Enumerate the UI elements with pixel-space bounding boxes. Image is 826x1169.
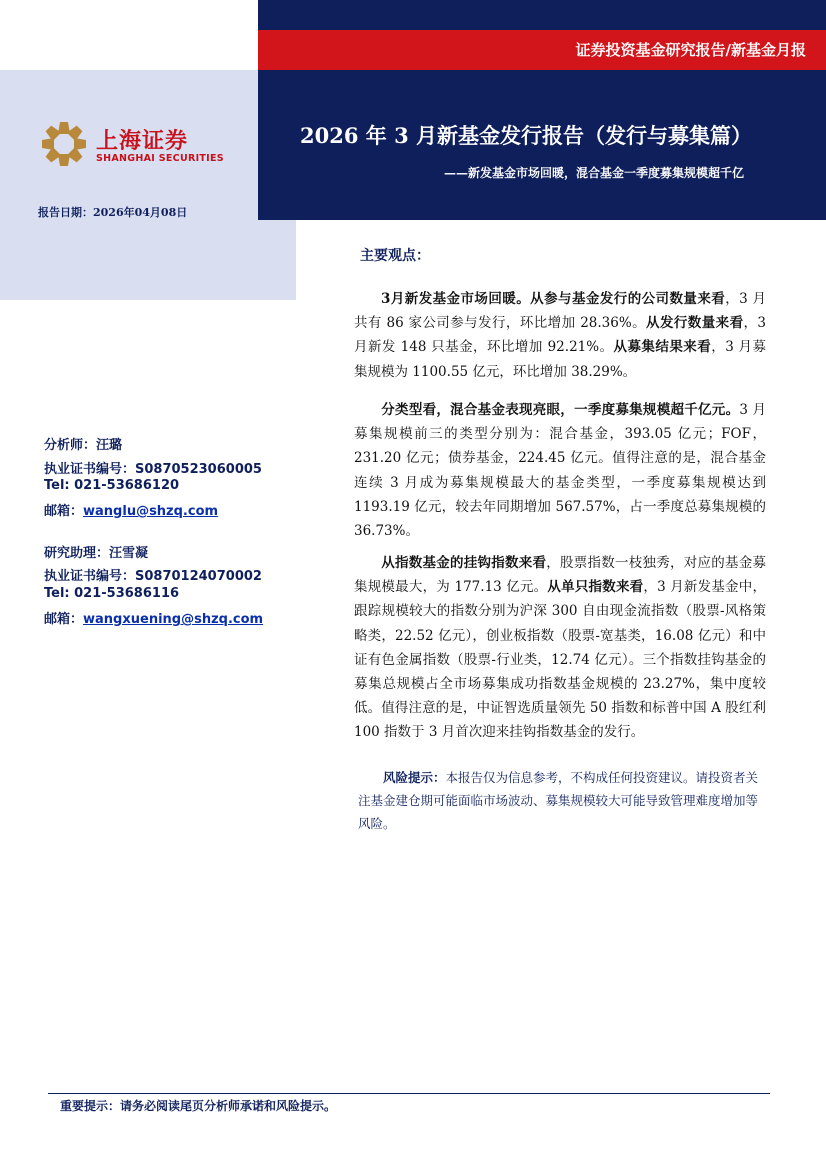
- header-top-stripe: [258, 0, 826, 30]
- p3-bold-1: 从指数基金的挂钩指数来看: [381, 555, 547, 571]
- email-label: 邮箱：: [44, 612, 84, 627]
- p1-bold-2: 从发行数量来看: [646, 315, 744, 332]
- risk-label: 风险提示：: [383, 770, 446, 785]
- p3-text-1: ，股票指数一枝独秀，对应的基金募集规模最大，为 177.13 亿元。: [354, 555, 766, 596]
- p1-text-3: ，3 月募集规模为 1100.55 亿元，环比增加 38.29%。: [354, 339, 766, 380]
- p1-text-1: ，3 月共有 86 家公司参与发行，环比增加 28.36%。: [354, 291, 766, 332]
- key-point-paragraph-3: [354, 551, 766, 745]
- report-date: 报告日期：2026年04月08日: [38, 206, 188, 219]
- p1-bold-3: 从募集结果来看: [613, 339, 712, 356]
- side-panel: [0, 220, 296, 300]
- risk-warning: [358, 766, 768, 835]
- analyst-cert: 执业证书编号：S0870523060005: [44, 462, 262, 477]
- key-point-paragraph-1: [354, 287, 766, 384]
- footer-note: 重要提示：请务必阅读尾页分析师承诺和风险提示。: [60, 1099, 337, 1113]
- p3-text-2: ，3 月新发基金中，跟踪规模较大的指数分别为沪深 300 自由现金流指数（股票-风格策略类，22.52 亿元），创业板指数（股票-宽基类，16.08 亿元）和中证有色金属指数（股票-行业类，12.74 亿元）。三个指数挂钩基金的募集总规模占全市场募集成功指数基金规模的 23.27%，集中度较低。值得注意的是，中证智选质量领先 50 指数和标普中国 A 股红利 100 指数于 3 月首次迎来挂钩指数基金的发行。: [354, 579, 766, 741]
- analyst-email-link[interactable]: wanglu@shzq.com: [83, 504, 219, 519]
- analyst-name: 分析师：汪璐: [44, 438, 123, 453]
- report-subtitle: ——新发基金市场回暖，混合基金一季度募集规模超千亿: [444, 166, 745, 180]
- company-name-en: SHANGHAI SECURITIES: [96, 153, 224, 164]
- analyst-email-line: [44, 500, 218, 519]
- risk-text: 本报告仅为信息参考，不构成任何投资建议。请投资者关注基金建仓期可能面临市场波动、募集规模较大可能导致管理难度增加等风险。: [358, 770, 759, 831]
- assistant-name: 研究助理：汪雪凝: [44, 546, 149, 561]
- section-title: 主要观点：: [360, 248, 430, 264]
- footer-rule: [48, 1093, 770, 1094]
- report-series-bar: 证券投资基金研究报告/新基金月报: [258, 30, 826, 70]
- report-title: 2026 年 3 月新基金发行报告（发行与募集篇）: [300, 123, 752, 148]
- assistant-tel: Tel: 021-53686116: [44, 586, 180, 601]
- key-point-paragraph-2: [354, 398, 766, 543]
- assistant-email-link[interactable]: wangxuening@shzq.com: [83, 612, 264, 627]
- p3-bold-2: 从单只指数来看: [547, 579, 644, 596]
- analyst-tel: Tel: 021-53686120: [44, 478, 180, 493]
- assistant-cert: 执业证书编号：S0870124070002: [44, 569, 262, 584]
- p1-text-2: ，3 月新发 148 只基金，环比增加 92.21%。: [354, 315, 767, 356]
- email-label: 邮箱：: [44, 504, 84, 519]
- assistant-email-line: [44, 608, 263, 627]
- company-name-cn: 上海证券: [96, 129, 189, 154]
- p2-text-1: 3 月募集规模前三的类型分别为：混合基金，393.05 亿元；FOF，231.20 亿元；债券基金，224.45 亿元。值得注意的是，混合基金连续 3 月成为募集规模最大的基金类型，一季度募集规模达到 1193.19 亿元，较去年同期增加 567.57%，占一季度总募集规模的 36.73%。: [354, 402, 766, 540]
- header-blank-area: [0, 0, 258, 70]
- p1-bold-1: 3月新发基金市场回暖。从参与基金发行的公司数量来看: [381, 291, 726, 307]
- p2-bold-1: 分类型看，混合基金表现亮眼，一季度募集规模超千亿元。: [381, 402, 740, 418]
